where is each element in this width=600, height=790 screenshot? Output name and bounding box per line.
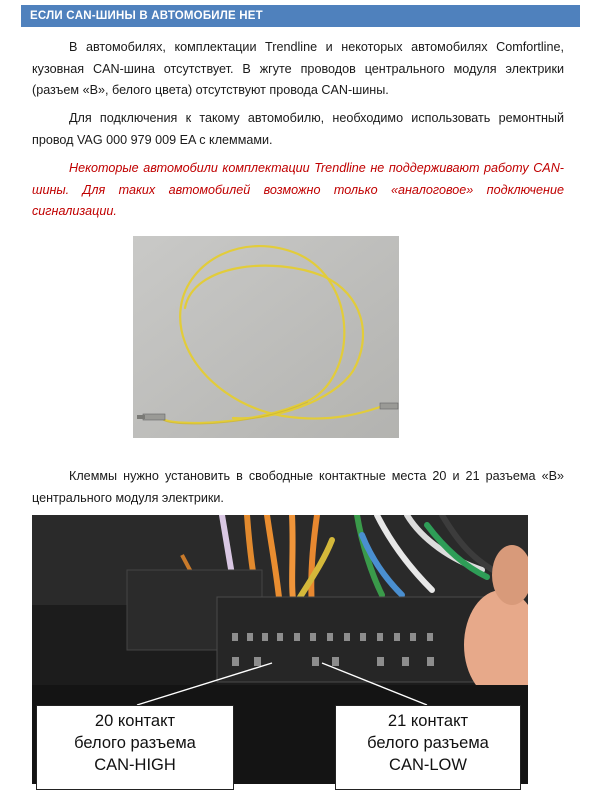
paragraph-text: Для подключения к такому автомобилю, необходимо использовать ремонтный провод VAG 000 979 009 EA с клеммами.: [32, 111, 564, 147]
label-can-low: [335, 705, 521, 790]
paragraph-text: Некоторые автомобили комплектации Trendline не поддерживают работу CAN-шины. Для таких автомобилей возможно только «аналоговое» подключение сигнализации.: [32, 161, 564, 218]
label-can-high: [36, 705, 234, 790]
repair-wire-photo: [133, 236, 399, 438]
section-header: ЕСЛИ CAN-ШИНЫ В АВТОМОБИЛЕ НЕТ: [21, 5, 580, 27]
label-line: CAN-HIGH: [94, 756, 176, 774]
paragraph-text: Клеммы нужно установить в свободные контактные места 20 и 21 разъема «В» центрального модуля электрики.: [32, 469, 564, 505]
paragraph-warning: [32, 158, 564, 223]
paragraph-text: В автомобилях, комплектации Trendline и некоторых автомобилях Comfortline, кузовная CAN-шина отсутствует. В жгуте проводов центрального модуля электрики (разъем «В», белого цвета) отсутствуют провода CAN-шины.: [32, 40, 564, 97]
label-line: белого разъема: [367, 734, 489, 752]
paragraph-no-can-bus: [32, 37, 564, 102]
label-line: белого разъема: [74, 734, 196, 752]
label-line: 21 контакт: [387, 712, 469, 730]
label-line: 20 контакт: [94, 712, 176, 730]
paragraph-terminals: [32, 466, 564, 509]
paragraph-repair-wire: [32, 108, 564, 151]
label-line: CAN-LOW: [389, 756, 467, 774]
